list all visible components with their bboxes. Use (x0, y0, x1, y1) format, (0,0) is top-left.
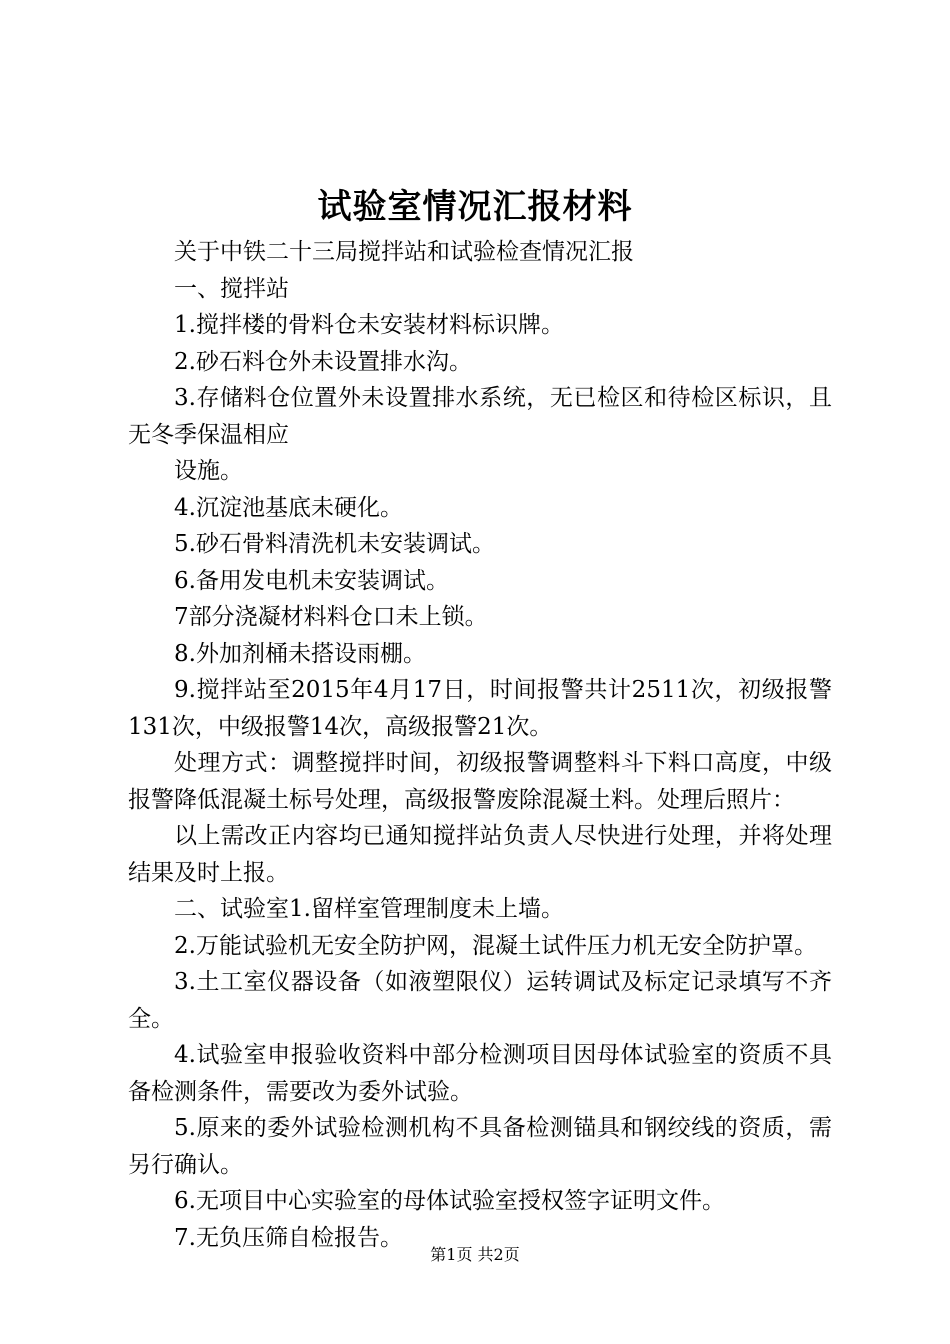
paragraph: 二、试验室1.留样室管理制度未上墙。 (174, 896, 564, 922)
document-title: 试验室情况汇报材料 (317, 187, 633, 227)
paragraph: 8.外加剂桶未搭设雨棚。 (174, 640, 426, 667)
paragraph: 7部分浇凝材料料仓口未上锁。 (174, 604, 488, 630)
page-footer: 第1页 共2页 (430, 1245, 520, 1264)
document-body (128, 234, 832, 1256)
paragraph: 以上需改正内容均已通知搅拌站负责人尽快进行处理，并将处理结果及时上报。 (128, 823, 832, 886)
paragraph: 3.存储料仓位置外未设置排水系统，无已检区和待检区标识，且无冬季保温相应 (128, 385, 832, 448)
paragraph: 7.无负压筛自检报告。 (174, 1224, 403, 1251)
paragraph: 6.备用发电机未安装调试。 (174, 567, 449, 594)
paragraph: 一、搅拌站 (174, 275, 289, 302)
paragraph: 2.万能试验机无安全防护网，混凝土试件压力机无安全防护罩。 (174, 932, 817, 959)
paragraph: 关于中铁二十三局搅拌站和试验检查情况汇报 (174, 239, 634, 265)
paragraph: 3.土工室仪器设备（如液塑限仪）运转调试及标定记录填写不齐全。 (128, 969, 832, 1032)
paragraph: 5.原来的委外试验检测机构不具备检测锚具和钢绞线的资质，需另行确认。 (128, 1115, 832, 1178)
paragraph: 2.砂石料仓外未设置排水沟。 (174, 348, 472, 375)
paragraph: 6.无项目中心实验室的母体试验室授权签字证明文件。 (174, 1188, 725, 1214)
paragraph: 处理方式：调整搅拌时间，初级报警调整料斗下料口高度，中级报警降低混凝土标号处理，高级报警废除混凝土料。处理后照片： (128, 750, 832, 813)
paragraph: 9.搅拌站至2015年4月17日，时间报警共计2511次，初级报警131次，中级报警14次，高级报警21次。 (128, 677, 832, 740)
paragraph: 设施。 (174, 458, 243, 484)
paragraph: 1.搅拌楼的骨料仓未安装材料标识牌。 (174, 312, 564, 338)
paragraph: 4.试验室申报验收资料中部分检测项目因母体试验室的资质不具备检测条件，需要改为委外试验。 (128, 1042, 832, 1105)
paragraph: 4.沉淀池基底未硬化。 (174, 494, 403, 521)
paragraph: 5.砂石骨料清洗机未安装调试。 (174, 531, 495, 557)
